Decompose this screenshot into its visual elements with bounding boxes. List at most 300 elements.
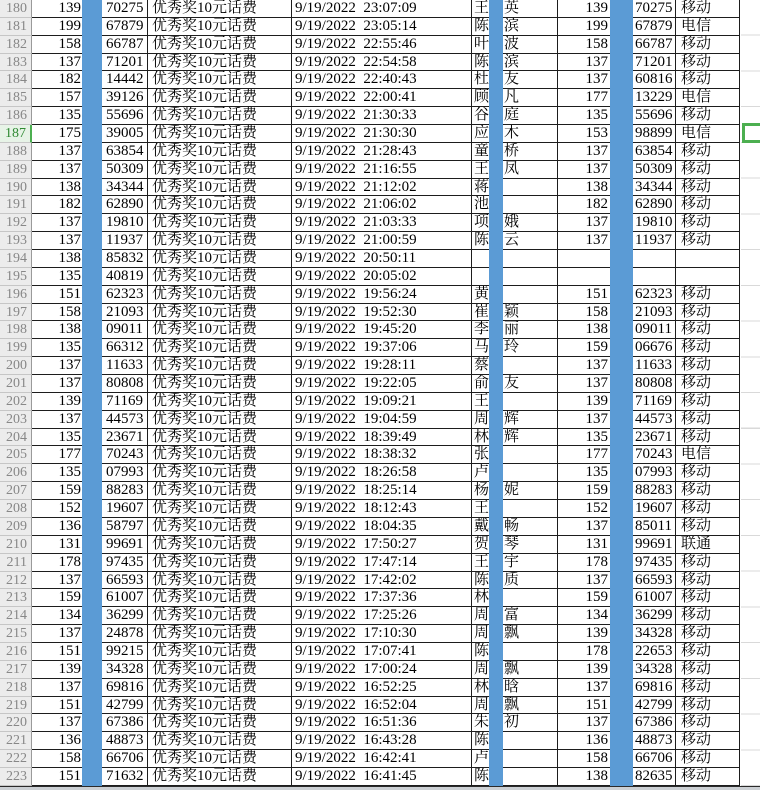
cell-phone-b-prefix[interactable]: 139 [558,661,610,679]
cell-prize[interactable]: 优秀奖10元话费 [148,321,292,339]
cell-phone-a-prefix[interactable]: 137 [32,679,82,697]
cell-surname[interactable]: 周 [474,696,489,713]
cell-carrier[interactable]: 移动 [676,286,740,304]
cell-phone-a-suffix[interactable]: 62323 [102,286,148,304]
cell-phone-b-prefix[interactable]: 138 [558,321,610,339]
cell-surname[interactable]: 陈 [474,767,489,784]
cell-phone-a-prefix[interactable]: 157 [32,89,82,107]
cell-surname[interactable]: 林 [474,589,489,606]
cell-given-name[interactable]: 富 [503,607,558,625]
cell-phone-b-prefix[interactable]: 139 [558,393,610,411]
row-header[interactable]: 207 [0,482,32,500]
cell-phone-a-suffix[interactable]: 99215 [102,643,148,661]
cell-phone-a-suffix[interactable]: 85832 [102,250,148,268]
cell-phone-b-suffix[interactable]: 70243 [633,446,676,464]
row-header[interactable]: 205 [0,446,32,464]
cell-surname[interactable]: 应 [474,125,489,142]
cell-phone-a-prefix[interactable]: 137 [32,143,82,161]
cell-phone-b-suffix[interactable]: 88283 [633,482,676,500]
cell-datetime[interactable]: 9/19/2022 23:05:14 [292,18,472,36]
cell-given-name[interactable] [503,768,558,786]
cell-carrier[interactable]: 移动 [676,161,740,179]
cell-phone-a-prefix[interactable]: 135 [32,107,82,125]
cell-carrier[interactable]: 移动 [676,179,740,197]
cell-phone-a-suffix[interactable]: 23671 [102,429,148,447]
cell-phone-a-prefix[interactable]: 151 [32,697,82,715]
cell-datetime[interactable]: 9/19/2022 21:30:30 [292,125,472,143]
cell-phone-a-suffix[interactable]: 67879 [102,18,148,36]
cell-datetime[interactable]: 9/19/2022 16:41:45 [292,768,472,786]
cell-surname[interactable]: 池 [474,196,489,213]
cell-given-name[interactable]: 畅 [503,518,558,536]
cell-datetime[interactable]: 9/19/2022 17:47:14 [292,554,472,572]
cell-phone-b-prefix[interactable]: 138 [558,768,610,786]
cell-surname[interactable]: 周 [474,625,489,642]
cell-prize[interactable]: 优秀奖10元话费 [148,697,292,715]
cell-phone-b-prefix[interactable] [558,268,610,286]
cell-given-name[interactable]: 英 [503,0,558,18]
cell-phone-a-prefix[interactable]: 137 [32,375,82,393]
row-header[interactable]: 199 [0,339,32,357]
cell-phone-b-suffix[interactable]: 66787 [633,36,676,54]
cell-phone-b-suffix[interactable]: 97435 [633,554,676,572]
cell-empty[interactable] [740,375,760,393]
cell-phone-a-prefix[interactable]: 134 [32,607,82,625]
cell-phone-b-prefix[interactable]: 135 [558,107,610,125]
cell-datetime[interactable]: 9/19/2022 18:25:14 [292,482,472,500]
row-header[interactable]: 202 [0,393,32,411]
cell-phone-a-suffix[interactable]: 80808 [102,375,148,393]
cell-datetime[interactable]: 9/19/2022 16:42:41 [292,750,472,768]
cell-carrier[interactable]: 移动 [676,768,740,786]
cell-phone-b-prefix[interactable]: 151 [558,697,610,715]
cell-given-name[interactable]: 云 [503,232,558,250]
cell-empty[interactable] [740,607,760,625]
cell-phone-b-suffix[interactable]: 80808 [633,375,676,393]
cell-empty[interactable] [740,89,760,107]
cell-surname[interactable]: 陈 [474,232,489,249]
cell-surname[interactable]: 卢 [474,464,489,481]
cell-carrier[interactable]: 移动 [676,36,740,54]
cell-phone-b-prefix[interactable]: 159 [558,589,610,607]
cell-prize[interactable]: 优秀奖10元话费 [148,411,292,429]
cell-datetime[interactable]: 9/19/2022 19:56:24 [292,286,472,304]
cell-phone-a-suffix[interactable]: 63854 [102,143,148,161]
cell-given-name[interactable]: 娥 [503,214,558,232]
cell-phone-b-suffix[interactable]: 50309 [633,161,676,179]
cell-phone-b-suffix[interactable]: 67386 [633,714,676,732]
cell-phone-a-suffix[interactable]: 88283 [102,482,148,500]
cell-carrier[interactable]: 移动 [676,304,740,322]
cell-surname[interactable]: 杜 [474,71,489,88]
cell-prize[interactable]: 优秀奖10元话费 [148,232,292,250]
cell-empty[interactable] [740,214,760,232]
cell-phone-b-prefix[interactable]: 178 [558,554,610,572]
cell-phone-b-prefix[interactable]: 138 [558,179,610,197]
cell-phone-b-prefix[interactable]: 178 [558,643,610,661]
cell-datetime[interactable]: 9/19/2022 22:55:46 [292,36,472,54]
cell-phone-b-prefix[interactable]: 135 [558,429,610,447]
cell-empty[interactable] [740,250,760,268]
cell-empty[interactable] [740,0,760,18]
cell-prize[interactable]: 优秀奖10元话费 [148,643,292,661]
cell-prize[interactable]: 优秀奖10元话费 [148,482,292,500]
cell-phone-b-suffix[interactable]: 71169 [633,393,676,411]
cell-phone-b-suffix[interactable]: 85011 [633,518,676,536]
cell-phone-a-prefix[interactable]: 135 [32,339,82,357]
row-header[interactable]: 189 [0,161,32,179]
cell-prize[interactable]: 优秀奖10元话费 [148,429,292,447]
cell-phone-a-suffix[interactable]: 71169 [102,393,148,411]
cell-carrier[interactable]: 移动 [676,321,740,339]
cell-phone-b-prefix[interactable]: 134 [558,607,610,625]
cell-phone-b-suffix[interactable]: 44573 [633,411,676,429]
cell-prize[interactable]: 优秀奖10元话费 [148,572,292,590]
cell-phone-a-suffix[interactable]: 19810 [102,214,148,232]
cell-surname[interactable]: 陈 [474,17,489,34]
cell-datetime[interactable]: 9/19/2022 21:00:59 [292,232,472,250]
row-header[interactable]: 223 [0,768,32,786]
row-header[interactable]: 192 [0,214,32,232]
cell-carrier[interactable]: 移动 [676,411,740,429]
cell-given-name[interactable] [503,464,558,482]
cell-phone-b-suffix[interactable]: 99691 [633,536,676,554]
cell-phone-b-suffix[interactable]: 36299 [633,607,676,625]
cell-empty[interactable] [740,179,760,197]
cell-phone-a-suffix[interactable]: 09011 [102,321,148,339]
cell-phone-a-suffix[interactable]: 67386 [102,714,148,732]
cell-phone-a-prefix[interactable]: 137 [32,232,82,250]
cell-phone-a-prefix[interactable]: 178 [32,554,82,572]
cell-phone-b-suffix[interactable]: 71201 [633,54,676,72]
cell-datetime[interactable]: 9/19/2022 21:03:33 [292,214,472,232]
cell-phone-a-suffix[interactable]: 14442 [102,71,148,89]
cell-datetime[interactable]: 9/19/2022 19:28:11 [292,357,472,375]
cell-phone-a-prefix[interactable]: 138 [32,321,82,339]
cell-phone-b-prefix[interactable]: 139 [558,625,610,643]
cell-phone-a-suffix[interactable]: 99691 [102,536,148,554]
row-header[interactable]: 201 [0,375,32,393]
cell-given-name[interactable]: 飘 [503,625,558,643]
cell-datetime[interactable]: 9/19/2022 19:04:59 [292,411,472,429]
cell-phone-a-prefix[interactable]: 131 [32,536,82,554]
cell-phone-a-suffix[interactable]: 66593 [102,572,148,590]
cell-given-name[interactable]: 友 [503,375,558,393]
cell-prize[interactable]: 优秀奖10元话费 [148,339,292,357]
cell-datetime[interactable]: 9/19/2022 21:28:43 [292,143,472,161]
cell-empty[interactable] [740,768,760,786]
cell-phone-b-suffix[interactable]: 70275 [633,0,676,18]
cell-carrier[interactable]: 移动 [676,429,740,447]
cell-given-name[interactable] [503,750,558,768]
cell-datetime[interactable]: 9/19/2022 16:43:28 [292,732,472,750]
cell-given-name[interactable]: 滨 [503,54,558,72]
row-header[interactable]: 222 [0,750,32,768]
cell-carrier[interactable]: 移动 [676,607,740,625]
cell-phone-b-suffix[interactable]: 11633 [633,357,676,375]
cell-datetime[interactable]: 9/19/2022 22:40:43 [292,71,472,89]
cell-phone-a-suffix[interactable]: 39005 [102,125,148,143]
cell-empty[interactable] [740,446,760,464]
cell-phone-b-prefix[interactable]: 137 [558,572,610,590]
cell-surname[interactable] [472,250,489,268]
cell-given-name[interactable]: 丽 [503,321,558,339]
cell-carrier[interactable]: 电信 [676,446,740,464]
cell-surname[interactable]: 张 [474,446,489,463]
row-header[interactable]: 220 [0,714,32,732]
cell-surname[interactable]: 俞 [474,375,489,392]
cell-phone-a-prefix[interactable]: 177 [32,446,82,464]
cell-prize[interactable]: 优秀奖10元话费 [148,446,292,464]
cell-phone-a-prefix[interactable]: 137 [32,714,82,732]
cell-surname[interactable]: 周 [474,607,489,624]
cell-prize[interactable]: 优秀奖10元话费 [148,393,292,411]
cell-datetime[interactable]: 9/19/2022 18:12:43 [292,500,472,518]
row-header[interactable]: 218 [0,679,32,697]
cell-given-name[interactable] [503,286,558,304]
cell-datetime[interactable]: 9/19/2022 22:54:58 [292,54,472,72]
cell-given-name[interactable]: 妮 [503,482,558,500]
cell-empty[interactable] [740,714,760,732]
cell-phone-b-suffix[interactable]: 66593 [633,572,676,590]
cell-carrier[interactable]: 移动 [676,232,740,250]
cell-prize[interactable]: 优秀奖10元话费 [148,554,292,572]
cell-given-name[interactable]: 初 [503,714,558,732]
cell-phone-b-suffix[interactable]: 63854 [633,143,676,161]
cell-phone-a-prefix[interactable]: 159 [32,482,82,500]
cell-phone-b-suffix[interactable]: 62890 [633,196,676,214]
cell-phone-b-suffix[interactable]: 42799 [633,697,676,715]
cell-surname[interactable] [472,268,489,286]
row-header[interactable]: 185 [0,89,32,107]
cell-phone-b-prefix[interactable]: 136 [558,732,610,750]
cell-phone-a-prefix[interactable]: 158 [32,36,82,54]
cell-phone-a-prefix[interactable]: 137 [32,214,82,232]
cell-given-name[interactable] [503,732,558,750]
row-header[interactable]: 183 [0,54,32,72]
cell-phone-a-suffix[interactable]: 50309 [102,161,148,179]
cell-carrier[interactable]: 电信 [676,125,740,143]
cell-phone-a-prefix[interactable]: 151 [32,286,82,304]
cell-phone-a-suffix[interactable]: 11633 [102,357,148,375]
cell-surname[interactable]: 李 [474,321,489,338]
cell-surname[interactable]: 林 [474,428,489,445]
cell-carrier[interactable]: 移动 [676,625,740,643]
cell-carrier[interactable]: 移动 [676,54,740,72]
row-header[interactable]: 217 [0,661,32,679]
cell-given-name[interactable]: 颖 [503,304,558,322]
cell-surname[interactable]: 陈 [474,53,489,70]
cell-phone-a-prefix[interactable]: 138 [32,250,82,268]
cell-carrier[interactable]: 电信 [676,89,740,107]
cell-phone-a-suffix[interactable]: 44573 [102,411,148,429]
cell-phone-b-prefix[interactable]: 158 [558,304,610,322]
cell-surname[interactable]: 周 [474,410,489,427]
cell-surname[interactable]: 杨 [474,482,489,499]
cell-phone-b-suffix[interactable]: 62323 [633,286,676,304]
row-header[interactable]: 204 [0,429,32,447]
cell-phone-b-suffix[interactable]: 19607 [633,500,676,518]
cell-datetime[interactable]: 9/19/2022 19:37:06 [292,339,472,357]
cell-empty[interactable] [740,429,760,447]
cell-given-name[interactable] [503,500,558,518]
cell-phone-a-suffix[interactable]: 24878 [102,625,148,643]
cell-phone-a-prefix[interactable]: 135 [32,464,82,482]
row-header[interactable]: 211 [0,554,32,572]
cell-carrier[interactable]: 移动 [676,375,740,393]
cell-phone-a-suffix[interactable]: 48873 [102,732,148,750]
cell-given-name[interactable]: 玲 [503,339,558,357]
row-header[interactable]: 203 [0,411,32,429]
cell-prize[interactable]: 优秀奖10元话费 [148,161,292,179]
cell-phone-a-suffix[interactable]: 58797 [102,518,148,536]
cell-given-name[interactable]: 庭 [503,107,558,125]
cell-empty[interactable] [740,143,760,161]
row-header[interactable]: 208 [0,500,32,518]
cell-carrier[interactable]: 移动 [676,143,740,161]
cell-prize[interactable]: 优秀奖10元话费 [148,304,292,322]
cell-empty[interactable] [740,661,760,679]
cell-empty[interactable] [740,321,760,339]
cell-phone-b-prefix[interactable]: 159 [558,482,610,500]
cell-surname[interactable]: 陈 [474,571,489,588]
row-header[interactable]: 216 [0,643,32,661]
cell-phone-b-suffix[interactable]: 13229 [633,89,676,107]
cell-phone-b-prefix[interactable] [558,250,610,268]
cell-carrier[interactable]: 移动 [676,214,740,232]
cell-prize[interactable]: 优秀奖10元话费 [148,375,292,393]
cell-phone-a-prefix[interactable]: 158 [32,750,82,768]
cell-surname[interactable]: 顾 [474,89,489,106]
cell-empty[interactable] [740,482,760,500]
cell-carrier[interactable]: 移动 [676,196,740,214]
cell-phone-a-suffix[interactable]: 39126 [102,89,148,107]
cell-phone-b-prefix[interactable]: 137 [558,714,610,732]
cell-datetime[interactable]: 9/19/2022 20:50:11 [292,250,472,268]
row-header[interactable]: 209 [0,518,32,536]
cell-given-name[interactable]: 友 [503,71,558,89]
row-header[interactable]: 193 [0,232,32,250]
cell-datetime[interactable]: 9/19/2022 19:22:05 [292,375,472,393]
row-header[interactable]: 206 [0,464,32,482]
row-header[interactable]: 198 [0,321,32,339]
cell-empty[interactable] [740,518,760,536]
cell-phone-a-suffix[interactable]: 62890 [102,196,148,214]
cell-phone-b-prefix[interactable]: 139 [558,0,610,18]
cell-datetime[interactable]: 9/19/2022 19:52:30 [292,304,472,322]
cell-surname[interactable]: 崔 [474,303,489,320]
cell-empty[interactable] [740,18,760,36]
cell-given-name[interactable] [503,179,558,197]
row-header[interactable]: 195 [0,268,32,286]
cell-phone-b-prefix[interactable]: 152 [558,500,610,518]
cell-phone-a-prefix[interactable]: 137 [32,357,82,375]
cell-phone-b-prefix[interactable]: 137 [558,357,610,375]
cell-datetime[interactable]: 9/19/2022 17:25:26 [292,607,472,625]
cell-datetime[interactable]: 9/19/2022 22:00:41 [292,89,472,107]
cell-datetime[interactable]: 9/19/2022 18:38:32 [292,446,472,464]
cell-phone-a-suffix[interactable]: 34328 [102,661,148,679]
cell-phone-b-suffix[interactable] [633,268,676,286]
cell-surname[interactable]: 王 [474,160,489,177]
cell-phone-b-suffix[interactable]: 34328 [633,625,676,643]
cell-phone-b-prefix[interactable]: 199 [558,18,610,36]
cell-phone-a-prefix[interactable]: 135 [32,429,82,447]
cell-phone-b-prefix[interactable]: 137 [558,232,610,250]
cell-carrier[interactable]: 移动 [676,679,740,697]
cell-phone-b-suffix[interactable]: 55696 [633,107,676,125]
cell-prize[interactable]: 优秀奖10元话费 [148,500,292,518]
cell-phone-b-prefix[interactable]: 158 [558,36,610,54]
cell-datetime[interactable]: 9/19/2022 16:51:36 [292,714,472,732]
cell-prize[interactable]: 优秀奖10元话费 [148,536,292,554]
cell-phone-b-suffix[interactable]: 06676 [633,339,676,357]
cell-carrier[interactable]: 移动 [676,554,740,572]
row-header[interactable]: 197 [0,304,32,322]
cell-datetime[interactable]: 9/19/2022 17:50:27 [292,536,472,554]
cell-phone-b-prefix[interactable]: 151 [558,286,610,304]
row-header[interactable]: 190 [0,179,32,197]
row-header[interactable]: 182 [0,36,32,54]
cell-surname[interactable]: 陈 [474,642,489,659]
cell-phone-a-suffix[interactable]: 71201 [102,54,148,72]
cell-phone-a-suffix[interactable]: 42799 [102,697,148,715]
cell-phone-b-suffix[interactable]: 67879 [633,18,676,36]
cell-prize[interactable]: 优秀奖10元话费 [148,661,292,679]
cell-empty[interactable] [740,36,760,54]
cell-surname[interactable]: 黄 [474,285,489,302]
cell-phone-a-suffix[interactable]: 69816 [102,679,148,697]
cell-phone-b-suffix[interactable]: 22653 [633,643,676,661]
cell-prize[interactable]: 优秀奖10元话费 [148,179,292,197]
cell-phone-b-prefix[interactable]: 177 [558,89,610,107]
cell-phone-a-suffix[interactable]: 19607 [102,500,148,518]
cell-empty[interactable] [740,339,760,357]
cell-prize[interactable]: 优秀奖10元话费 [148,268,292,286]
cell-given-name[interactable]: 飘 [503,697,558,715]
cell-phone-b-prefix[interactable]: 159 [558,339,610,357]
cell-phone-a-prefix[interactable]: 139 [32,661,82,679]
cell-carrier[interactable]: 移动 [676,0,740,18]
cell-surname[interactable]: 马 [474,339,489,356]
cell-phone-b-prefix[interactable]: 135 [558,464,610,482]
cell-datetime[interactable]: 9/19/2022 17:42:02 [292,572,472,590]
cell-given-name[interactable]: 辉 [503,411,558,429]
cell-phone-b-suffix[interactable]: 34328 [633,661,676,679]
cell-given-name[interactable] [503,589,558,607]
cell-datetime[interactable]: 9/19/2022 16:52:04 [292,697,472,715]
cell-phone-b-prefix[interactable]: 153 [558,125,610,143]
cell-prize[interactable]: 优秀奖10元话费 [148,107,292,125]
cell-carrier[interactable]: 移动 [676,393,740,411]
cell-prize[interactable]: 优秀奖10元话费 [148,214,292,232]
cell-datetime[interactable]: 9/19/2022 21:12:02 [292,179,472,197]
cell-carrier[interactable]: 移动 [676,750,740,768]
cell-surname[interactable]: 蔡 [474,357,489,374]
cell-given-name[interactable]: 凡 [503,89,558,107]
cell-carrier[interactable] [676,268,740,286]
cell-carrier[interactable]: 移动 [676,572,740,590]
cell-phone-b-prefix[interactable]: 137 [558,54,610,72]
cell-phone-b-suffix[interactable]: 21093 [633,304,676,322]
cell-phone-b-prefix[interactable]: 137 [558,161,610,179]
cell-phone-a-prefix[interactable]: 151 [32,643,82,661]
cell-phone-a-suffix[interactable]: 71632 [102,768,148,786]
row-header[interactable]: 180 [0,0,32,18]
cell-prize[interactable]: 优秀奖10元话费 [148,286,292,304]
cell-given-name[interactable] [503,196,558,214]
cell-prize[interactable]: 优秀奖10元话费 [148,518,292,536]
